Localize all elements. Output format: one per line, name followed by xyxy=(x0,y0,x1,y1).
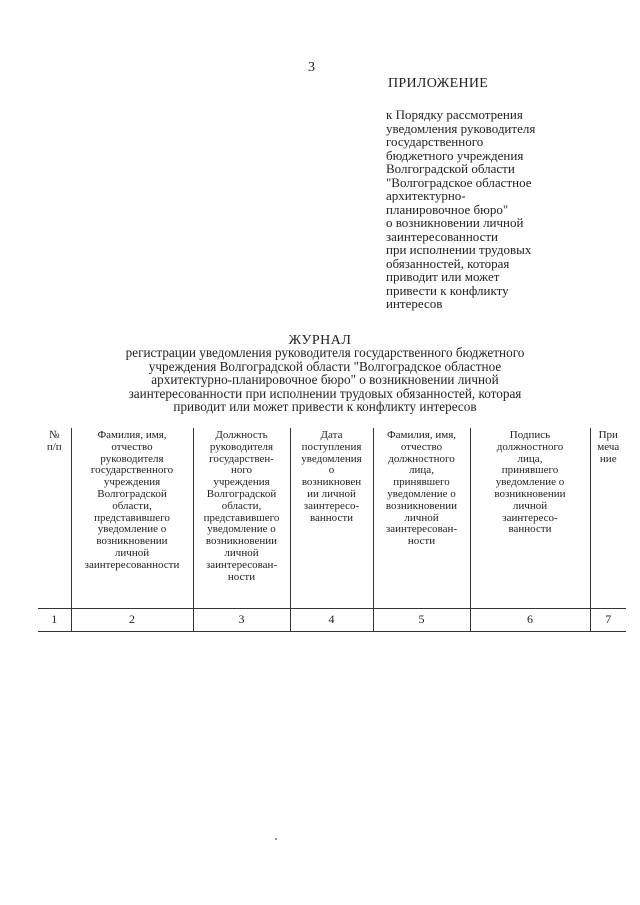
header-line: государственного xyxy=(90,464,174,477)
header-cell xyxy=(590,428,626,609)
appendix-line: о возникновении личной xyxy=(386,215,524,230)
header-line: Волгоградской xyxy=(97,487,167,500)
header-cell xyxy=(71,428,193,609)
header-line: заинтересо- xyxy=(502,511,558,524)
header-line: отчество xyxy=(400,440,443,453)
header-line: Фамилия, имя, xyxy=(386,429,456,441)
header-line: области, xyxy=(112,499,152,512)
header-line: заинтересован- xyxy=(205,558,278,571)
header-line: Подпись xyxy=(509,429,551,441)
header-line: ванности xyxy=(508,523,552,536)
header-cell xyxy=(470,428,590,609)
header-line: ванности xyxy=(309,511,354,524)
journal-title: ЖУРНАЛ xyxy=(288,333,352,348)
header-line: руководителя xyxy=(209,440,274,453)
header-line: возникновении xyxy=(385,499,458,512)
header-line: поступления xyxy=(301,440,362,453)
header-line: Фамилия, имя, xyxy=(97,429,167,441)
header-line: уведомление о xyxy=(495,476,565,489)
table-number-row xyxy=(38,609,626,632)
appendix-line: бюджетного учреждения xyxy=(386,147,524,163)
header-line: п/п xyxy=(46,440,62,453)
column-number: 6 xyxy=(470,609,590,632)
header-line: учреждения xyxy=(213,476,270,489)
header-line: учреждения xyxy=(103,476,161,489)
header-line: При xyxy=(598,429,618,441)
column-number: 1 xyxy=(38,609,71,632)
header-line: о xyxy=(328,464,335,477)
appendix-line: Волгоградской области xyxy=(386,161,515,176)
header-line: возникновении xyxy=(494,487,566,500)
column-number: 5 xyxy=(373,609,470,632)
scan-speck xyxy=(275,838,277,840)
appendix-line: интересов xyxy=(386,296,443,311)
header-line: ии личной xyxy=(307,487,356,500)
header-cell xyxy=(290,428,373,609)
header-cell xyxy=(373,428,470,609)
header-line: лица, xyxy=(409,464,434,477)
journal-subtitle-line: приводит или может привести к конфликту интересов xyxy=(173,399,477,414)
header-line: лица, xyxy=(517,452,543,465)
column-number: 2 xyxy=(71,609,193,632)
header-line: уведомления xyxy=(301,452,362,465)
header-line: государствен- xyxy=(209,452,274,465)
appendix-body xyxy=(386,108,586,311)
header-line: личной xyxy=(224,546,259,559)
appendix-line: "Волгоградское областное xyxy=(386,174,532,190)
journal-subtitle-line: регистрации уведомления руководителя государственного бюджетного xyxy=(125,345,525,360)
header-line: уведомление о xyxy=(207,523,276,536)
page-number: 3 xyxy=(308,60,315,75)
header-line: личной xyxy=(512,499,548,512)
header-line: руководителя xyxy=(100,452,164,465)
header-line: Дата xyxy=(320,429,343,441)
header-line: заинтересован- xyxy=(385,523,458,536)
header-line: принявшего xyxy=(393,476,450,489)
header-line: ности xyxy=(227,570,256,583)
header-line: должностного xyxy=(496,440,564,453)
header-line: ности xyxy=(407,535,436,548)
journal-subtitle-line: заинтересованности при исполнении трудовых обязанностей, которая xyxy=(128,385,522,401)
header-line: должностного xyxy=(388,452,455,465)
header-line: отчество xyxy=(111,440,153,453)
journal-subtitle-line: учреждения Волгоградской области "Волгоградское областное xyxy=(148,358,502,374)
appendix-line: привести к конфликту xyxy=(386,282,509,298)
appendix-line: государственного xyxy=(386,134,484,149)
header-line: возникновении xyxy=(96,535,168,548)
registration-table xyxy=(38,428,626,632)
appendix-line: приводит или может xyxy=(386,269,500,284)
header-line: меча xyxy=(597,440,620,453)
header-cell xyxy=(38,428,71,609)
header-line: № xyxy=(49,429,60,441)
header-line: возникновен xyxy=(301,476,362,489)
column-number: 7 xyxy=(590,609,626,632)
header-line: уведомление о xyxy=(387,487,456,500)
header-line: ного xyxy=(230,464,253,477)
journal-subtitle xyxy=(60,346,590,414)
header-cell xyxy=(193,428,290,609)
journal-subtitle-line: архитектурно-планировочное бюро" о возникновении личной xyxy=(151,372,499,387)
appendix-line: уведомления руководителя xyxy=(386,120,536,136)
header-line: представившего xyxy=(203,511,280,524)
column-number: 4 xyxy=(290,609,373,632)
table-header-row xyxy=(38,428,626,609)
header-line: ние xyxy=(599,452,617,465)
appendix-line: обязанностей, которая xyxy=(386,255,510,271)
header-line: личной xyxy=(114,546,150,559)
header-line: Должность xyxy=(215,429,268,441)
appendix-line: при исполнении трудовых xyxy=(386,242,532,257)
appendix-title: ПРИЛОЖЕНИЕ xyxy=(388,76,489,91)
header-line: принявшего xyxy=(501,464,559,477)
header-line: личной xyxy=(404,511,439,524)
header-line: заинтересованности xyxy=(84,558,180,571)
header-line: уведомление о xyxy=(97,523,167,536)
appendix-line: заинтересованности xyxy=(386,228,499,244)
appendix-line: планировочное бюро" xyxy=(386,201,509,217)
header-line: области, xyxy=(221,499,262,512)
column-number: 3 xyxy=(193,609,290,632)
appendix-line: архитектурно- xyxy=(386,188,466,203)
header-line: представившего xyxy=(94,511,170,524)
header-line: заинтересо- xyxy=(303,499,360,512)
appendix-line: к Порядку рассмотрения xyxy=(386,107,523,122)
header-line: Волгоградской xyxy=(206,487,277,500)
header-line: возникновении xyxy=(205,535,278,548)
